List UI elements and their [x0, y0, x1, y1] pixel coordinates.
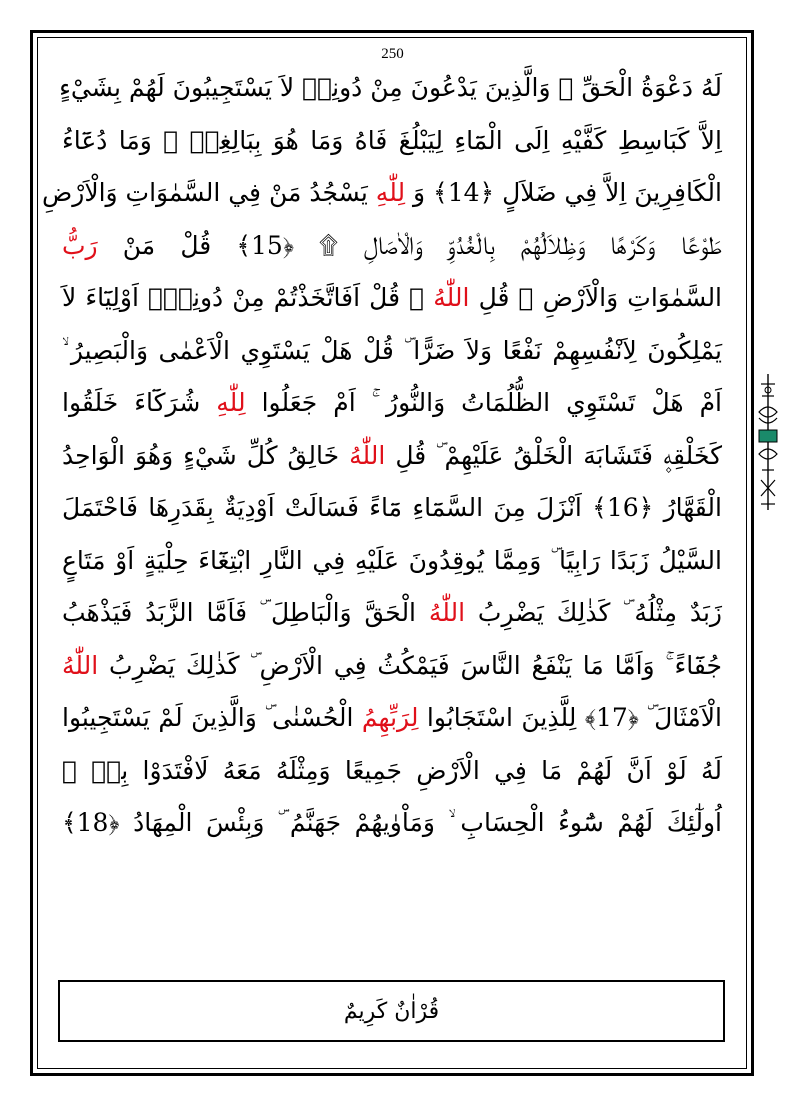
- verse-text-segment: جُفَٓاءً ۚ وَاَمَّا مَا يَنْفَعُ النَّاسَ فَيَمْكُثُ فِي الْاَرْضِ ۜ كَذٰلِكَ يَضْرِبُ: [98, 650, 722, 680]
- verse-text-segment: شُرَكَٓاءَ خَلَقُوا: [62, 388, 217, 417]
- verse-line: [62, 745, 722, 798]
- verse-text-segment: خَالِقُ كُلِّ شَيْءٍ وَهُوَ الْوَاحِدُ: [62, 440, 350, 470]
- verse-text-segment: يَسْجُدُ مَنْ فِي السَّمٰوَاتِ وَالْاَرْضِ: [42, 178, 376, 207]
- verse-line: [42, 167, 722, 220]
- verse-text-segment: زَبَدٌ مِثْلُهُ ۜ كَذٰلِكَ يَضْرِبُ: [465, 598, 723, 627]
- verse-text-segment: الْحَقَّ وَالْبَاطِلَ ۜ فَاَمَّا الزَّبَدُ فَيَذْهَبُ: [62, 598, 429, 627]
- divine-name-highlight: رَبُّ: [62, 230, 98, 260]
- verse-text-segment: لَهُ دَعْوَةُ الْحَقِّ ۜ وَالَّذِينَ يَدْعُونَ مِنْ دُونِه۪ لاَ يَسْتَجِيبُونَ لَهُمْ بِشَيْءٍ: [59, 73, 722, 102]
- verse-text-segment: الْحُسْنٰى ۜ وَالَّذِينَ لَمْ يَسْتَجِيبُوا: [62, 703, 362, 732]
- page-number: 250: [381, 46, 404, 62]
- divine-name-highlight: اللّٰهُ: [433, 283, 470, 312]
- verse-text-segment: يَمْلِكُونَ لِاَنْفُسِهِمْ نَفْعًا وَلاَ ضَرًّا ۜ قُلْ هَلْ يَسْتَوِي الْاَعْمٰى وَالْبَصِيرُ ۙ: [62, 335, 722, 365]
- verse-text-segment: الْقَهَّارُ ﴿16﴾ اَنْزَلَ مِنَ السَّمَٓاءِ مَٓاءً فَسَالَتْ اَوْدِيَةٌ بِقَدَرِهَا فَاحْتَمَلَ: [62, 493, 722, 522]
- verse-line: [62, 535, 722, 588]
- verse-text-segment: السَّيْلُ زَبَدًا رَابِيًا ۜ وَمِمَّا يُوقِدُونَ عَلَيْهِ فِي النَّارِ ابْتِغَٓاءَ حِلْيَةٍ اَوْ مَتَاعٍ: [62, 545, 722, 575]
- verse-text-segment: الْاَمْثَالَ ۜ ﴿17﴾ لِلَّذِينَ اسْتَجَابُوا: [418, 703, 722, 732]
- verse-text-segment: كَخَلْقِه۪ فَتَشَابَهَ الْخَلْقُ عَلَيْهِمْ ۜ قُلِ: [385, 440, 722, 470]
- verse-line: [62, 377, 722, 430]
- verse-text-segment: اِلاَّ كَبَاسِطِ كَفَّيْهِ اِلَى الْمَٓاءِ لِيَبْلُغَ فَاهُ وَمَا هُوَ بِبَالِغِه۪ ۜ وَمَا دُعَٓاءُ: [62, 125, 722, 155]
- verse-line: [62, 587, 722, 640]
- hizb-marker-icon: [756, 372, 780, 512]
- footer-box: [58, 980, 725, 1042]
- verse-line: [62, 640, 722, 693]
- verse-text-segment: لَهُ لَوْ اَنَّ لَهُمْ مَا فِي الْاَرْضِ جَمِيعًا وَمِثْلَهُ مَعَهُ لَافْتَدَوْا بِه۪ ۜ: [62, 755, 722, 785]
- verse-line: [59, 62, 722, 115]
- verse-text-segment: الْكَافِرِينَ اِلاَّ فِي ضَلاَلٍ ﴿14﴾ وَ: [405, 178, 722, 207]
- verse-line: [62, 220, 722, 273]
- verse-line: [62, 430, 722, 483]
- divine-name-highlight: لِرَبِّهِمُ: [361, 703, 419, 732]
- divine-name-highlight: اللّٰهُ: [349, 440, 386, 470]
- verse-text-segment: اُولٰٓئِكَ لَهُمْ سُٓوءُ الْحِسَابِ ۙ وَمَاْوٰيهُمْ جَهَنَّمُ ۜ وَبِئْسَ الْمِهَادُ ﴿18﴾: [62, 808, 722, 837]
- verse-text-segment: السَّمٰوَاتِ وَالْاَرْضِ ۜ قُلِ: [469, 283, 723, 312]
- divine-name-highlight: اللّٰهُ: [62, 650, 99, 680]
- verse-line: [62, 325, 722, 378]
- verse-line: [62, 482, 722, 535]
- divine-name-highlight: لِلّٰهِ: [216, 388, 246, 417]
- verse-line: [62, 692, 722, 745]
- footer-label: قُرْاٰنٌ كَرِيمٌ: [343, 998, 440, 1024]
- verse-line: [62, 272, 722, 325]
- verse-text-segment: ۜ قُلْ اَفَاتَّخَذْتُمْ مِنْ دُونِه۪ٓ اَوْلِيَٓاءَ لاَ: [62, 283, 434, 312]
- verse-line: [62, 797, 722, 850]
- divine-name-highlight: اللّٰهُ: [428, 598, 466, 627]
- verse-text-segment: اَمْ هَلْ تَسْتَوِي الظُّلُمَاتُ وَالنُّورُ ۚ اَمْ جَعَلُوا: [245, 388, 722, 417]
- verse-line: [62, 115, 722, 168]
- verse-text-segment: طَوْعًا وَكَرْهًا وَظِلاَلُهُمْ بِالْغُدُوِّ وَالْاٰصَالِ ۩ ﴿15﴾ قُلْ مَنْ: [97, 230, 722, 260]
- divine-name-highlight: لِلّٰهِ: [375, 178, 406, 207]
- quran-text-block: [42, 62, 723, 850]
